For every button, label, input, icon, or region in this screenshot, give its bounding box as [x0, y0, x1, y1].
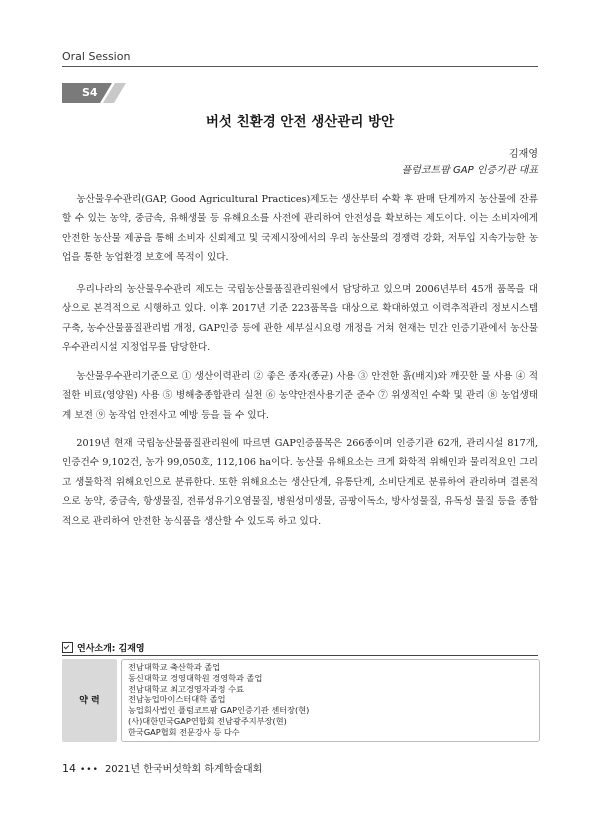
- speaker-intro-name: 김재영: [118, 644, 145, 654]
- career-item: 농업회사법인 플럼코트팜 GAP인증기관 센터장(현): [128, 705, 310, 716]
- speaker-intro-heading: [62, 641, 145, 654]
- header-divider: [62, 66, 538, 67]
- career-label: 약 력: [79, 696, 100, 706]
- career-item: 전남대학교 축산학과 졸업: [128, 662, 221, 672]
- career-item: 전남농업마이스터대학 졸업: [128, 694, 226, 705]
- checkbox-arrow-icon: [62, 642, 73, 653]
- body-paragraph-1: 농산물우수관리(GAP, Good Agricultural Practices)제도는 생산부터 수확 후 판매 단계까지 농산물에 잔류할 수 있는 농약, 중금속, 유해생물 등 유해요소를 사전에 관리하여 안전성을 확보하는 제도이다. 이는 소비자에게 안전한 농산물 제공을 통해 소비자 신뢰제고 및 국제시장에서의 우리 농산물의 경쟁력 강화, 저투입 지속가능한 농업을 통한 농업환경 보호에 목적이 있다.: [62, 194, 538, 264]
- career-item: (사)대한민국GAP연합회 전남광주지부장(현): [128, 715, 287, 726]
- session-code: S4: [82, 86, 98, 99]
- page-footer: [62, 760, 262, 775]
- author-name: 김재영: [509, 149, 538, 160]
- career-table: [62, 659, 538, 742]
- footer-separator: •••: [80, 765, 99, 775]
- body-paragraph-4: 2019년 현재 국립농산물품질관리원에 따르면 GAP인증품목은 266종이며 인증기관 62개, 관리시설 817개, 인증건수 9,102건, 농가 99,050호, 112,106 ha이다. 농산물 유해요소는 크게 화학적 위해인과 물리적요인 그리고 생물학적 위해요인으로 분류한다. 또한 위해요소는 생산단계, 유통단계, 소비단계로 분류하여 관리하며 결론적으로 농약, 중금속, 항생물질, 전류성유기오염물질, 병원성미생물, 곰팡이독소, 방사성물질, 유독성 물질 등을 종합적으로 관리하여 안전한 농식품을 생산할 수 있도록 하고 있다.: [62, 438, 538, 527]
- body-paragraph-2: 우리나라의 농산물우수관리 제도는 국립농산물품질관리원에서 담당하고 있으며 2006년부터 45개 품목을 대상으로 본격적으로 시행하고 있다. 이후 2017년 기준 223품목을 대상으로 확대하였고 이력추적관리 정보시스템 구축, 농수산물품질관리법 개정, GAP인증 등에 관한 세부실시요령 개정을 거쳐 현재는 민간 인증기관에서 농산물우수관리시설 지정업무를 담당한다.: [62, 284, 538, 354]
- body-paragraph-3: 농산물우수관리기준으로 ① 생산이력관리 ② 좋은 종자(종균) 사용 ③ 안전한 흙(배지)와 깨끗한 물 사용 ④ 적절한 비료(영양원) 사용 ⑤ 병해충종합관리 실천 ⑥ 농약안전사용기준 준수 ⑦ 위생적인 수확 및 관리 ⑧ 농업생태계 보전 ⑨ 농작업 안전사고 예방 등을 들 수 있다.: [62, 371, 538, 421]
- author-affiliation: 플럼코트팜 GAP 인증기관 대표: [401, 165, 538, 176]
- career-label-cell: [62, 659, 117, 742]
- career-list: [128, 662, 309, 738]
- career-item: 한국GAP협회 전문강사 등 다수: [128, 726, 240, 737]
- session-tab: [62, 83, 126, 103]
- career-list-cell: [121, 659, 540, 742]
- footer-conference: 2021년 한국버섯학회 하계학술대회: [104, 764, 263, 775]
- career-item: 전남대학교 최고경영자과정 수료: [128, 683, 244, 694]
- speaker-intro-divider: [62, 655, 538, 656]
- page-number: 14: [62, 762, 76, 775]
- career-item: 동신대학교 경영대학원 경영학과 졸업: [128, 672, 263, 683]
- paper-title: 버섯 친환경 안전 생산관리 방안: [205, 114, 395, 130]
- session-header-label: Oral Session: [62, 50, 131, 63]
- speaker-intro-label: 연사소개:: [77, 644, 116, 654]
